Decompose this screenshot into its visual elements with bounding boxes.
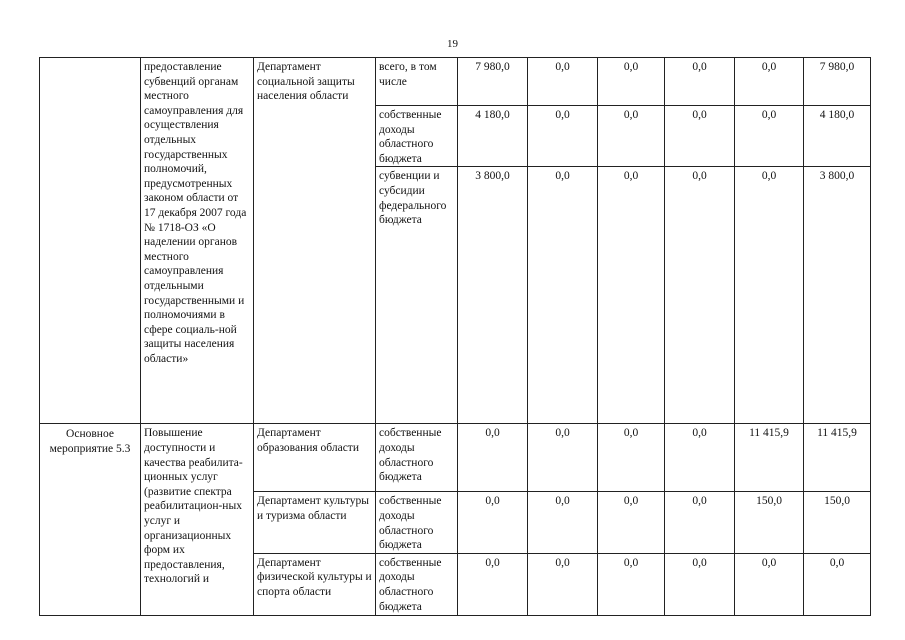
value-cell: 0,0: [598, 553, 665, 615]
total-value-cell: 4 180,0: [804, 106, 871, 167]
funding-source-cell: собственные доходы областного бюджета: [376, 492, 458, 553]
value-cell: 0,0: [528, 58, 598, 106]
value-cell: 11 415,9: [735, 424, 804, 492]
value-cell: 0,0: [458, 553, 528, 615]
funding-source-cell: собственные доходы областного бюджета: [376, 106, 458, 167]
total-value-cell: 3 800,0: [804, 167, 871, 424]
value-cell: 0,0: [528, 167, 598, 424]
value-cell: 0,0: [598, 167, 665, 424]
table-row: [40, 424, 871, 492]
value-cell: 0,0: [665, 492, 735, 553]
value-cell: 150,0: [735, 492, 804, 553]
value-cell: 7 980,0: [458, 58, 528, 106]
value-cell: 0,0: [528, 106, 598, 167]
total-value-cell: 0,0: [804, 553, 871, 615]
value-cell: 0,0: [735, 106, 804, 167]
value-cell: 0,0: [665, 106, 735, 167]
event-description-cell: Повышение доступности и качества реабилита-ционных услуг (развитие спектра реабилитацион-ных услуг и организационных форм их предоставления, технологий и: [141, 424, 254, 615]
event-description-cell: предоставление субвенций органам местного самоуправления для осуществления отдельных государственных полномочий, предусмотренных законом области от 17 декабря 2007 года № 1718-ОЗ «О наделении органов местного самоуправления отдельными государственными и полномочиями в сфере социаль-ной защиты населения области»: [141, 58, 254, 424]
value-cell: 0,0: [598, 492, 665, 553]
value-cell: 0,0: [735, 553, 804, 615]
value-cell: 0,0: [528, 492, 598, 553]
value-cell: 0,0: [458, 424, 528, 492]
value-cell: 0,0: [665, 58, 735, 106]
value-cell: 0,0: [528, 553, 598, 615]
executor-cell: Департамент социальной защиты населения области: [254, 58, 376, 424]
funding-source-cell: всего, в том числе: [376, 58, 458, 106]
value-cell: 0,0: [528, 424, 598, 492]
value-cell: 0,0: [665, 553, 735, 615]
budget-table: [39, 57, 871, 616]
value-cell: 0,0: [458, 492, 528, 553]
executor-cell: Департамент культуры и туризма области: [254, 492, 376, 553]
funding-source-cell: собственные доходы областного бюджета: [376, 553, 458, 615]
value-cell: 0,0: [735, 58, 804, 106]
total-value-cell: 11 415,9: [804, 424, 871, 492]
event-code-cell: [40, 58, 141, 424]
value-cell: 4 180,0: [458, 106, 528, 167]
value-cell: 0,0: [665, 424, 735, 492]
value-cell: 0,0: [598, 58, 665, 106]
executor-cell: Департамент образования области: [254, 424, 376, 492]
value-cell: 0,0: [665, 167, 735, 424]
total-value-cell: 150,0: [804, 492, 871, 553]
total-value-cell: 7 980,0: [804, 58, 871, 106]
value-cell: 3 800,0: [458, 167, 528, 424]
value-cell: 0,0: [735, 167, 804, 424]
table-row: [40, 58, 871, 106]
event-code-cell: Основное мероприятие 5.3: [40, 424, 141, 615]
funding-source-cell: субвенции и субсидии федерального бюджета: [376, 167, 458, 424]
funding-source-cell: собственные доходы областного бюджета: [376, 424, 458, 492]
value-cell: 0,0: [598, 106, 665, 167]
executor-cell: Департамент физической культуры и спорта области: [254, 553, 376, 615]
value-cell: 0,0: [598, 424, 665, 492]
page-number: 19: [447, 38, 458, 50]
